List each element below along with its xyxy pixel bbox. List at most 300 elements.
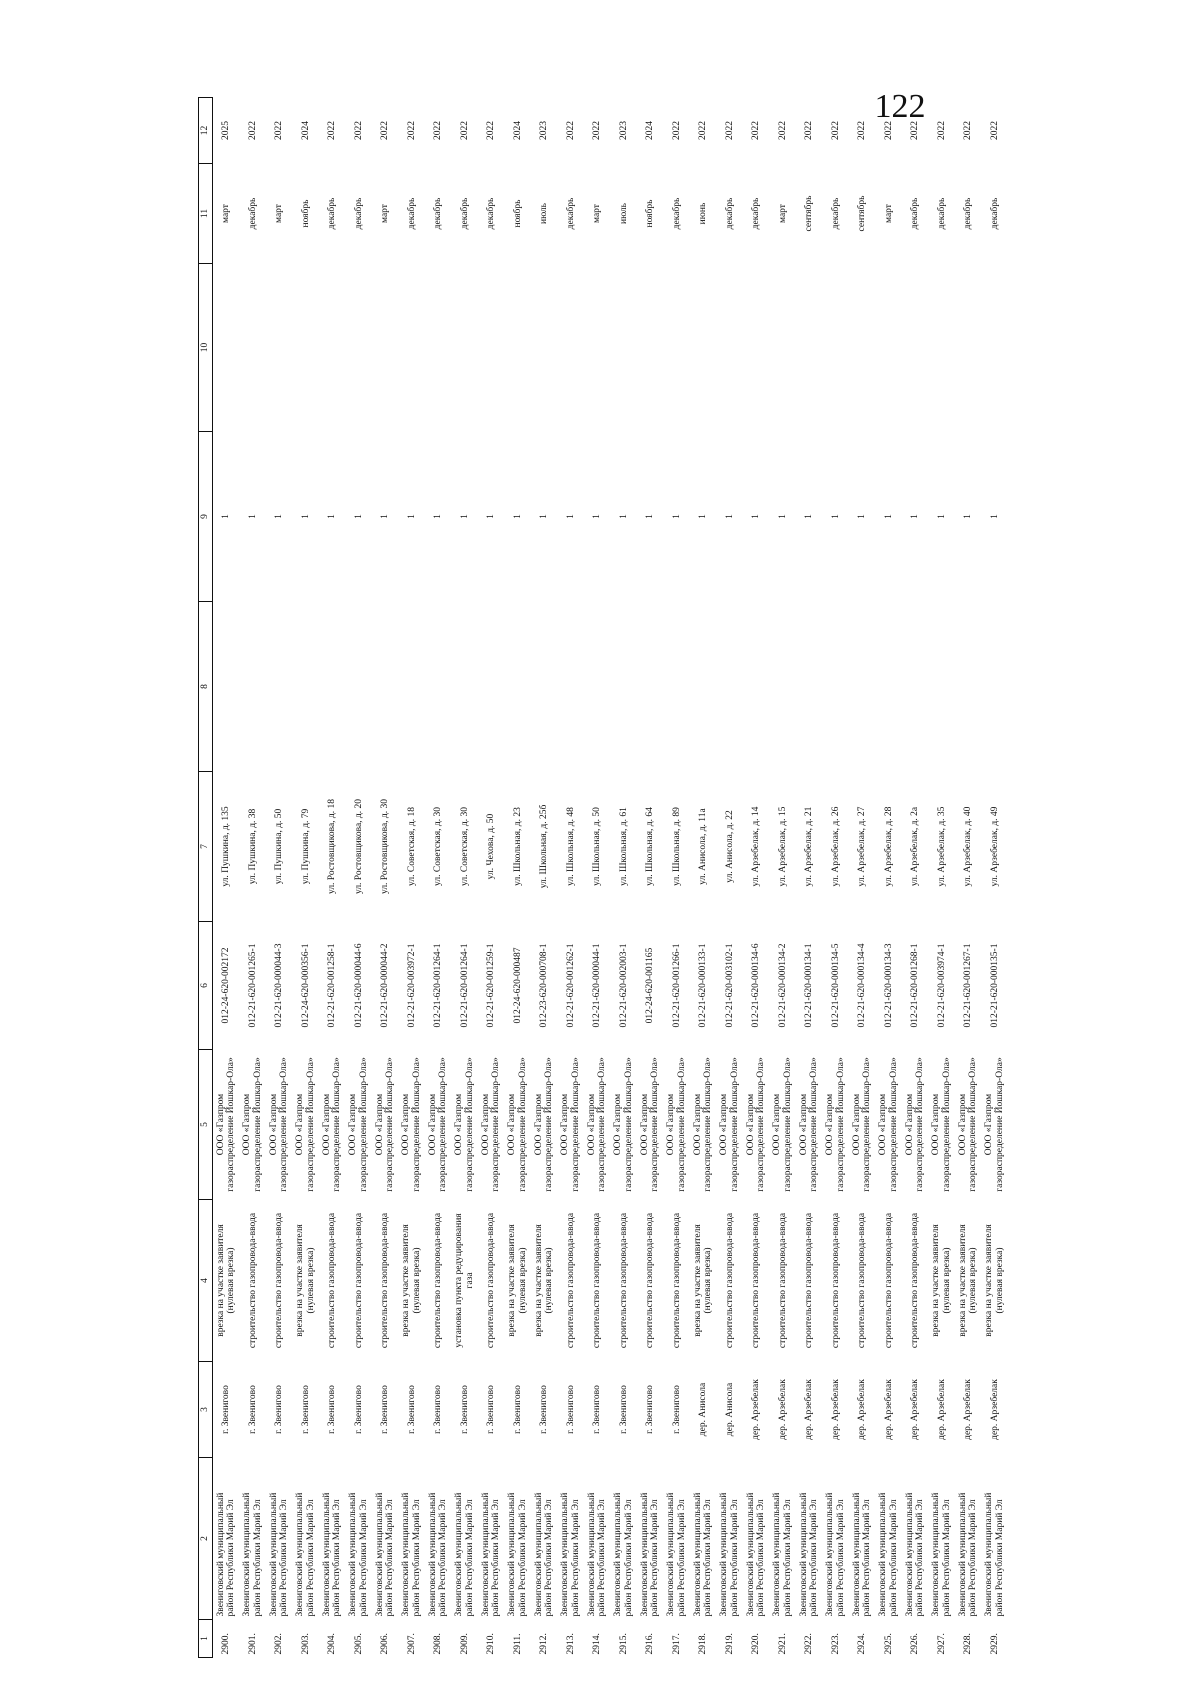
table-row (319, 98, 346, 1658)
locality-cell: г. Звенигово (486, 1385, 496, 1434)
table-row (770, 98, 797, 1658)
request-id-cell: 012-21-620-000134-2 (777, 943, 788, 1028)
column-8-cell (611, 602, 638, 772)
row-number: 2918. (698, 1633, 708, 1655)
request-id-cell: 012-21-620-001265-1 (247, 943, 258, 1028)
request-id-cell: 012-21-620-002003-1 (618, 943, 629, 1028)
table-row (213, 98, 240, 1658)
locality-cell: г. Звенигово (327, 1385, 337, 1434)
month-cell: ноябрь (645, 199, 655, 228)
table-row (584, 98, 611, 1658)
table-row (849, 98, 876, 1658)
address-cell: ул. Пушкина, д. 50 (274, 808, 284, 885)
locality-cell: г. Звенигово (539, 1385, 549, 1434)
row-number: 2925. (883, 1633, 894, 1655)
column-10-cell (266, 264, 293, 432)
year-cell: 2022 (565, 121, 576, 140)
district-cell: Звениговский муниципальный район Республики Марий Эл (560, 1492, 581, 1617)
row-number: 2911. (512, 1633, 523, 1655)
month-cell: декабрь (247, 197, 258, 230)
organization-cell: ООО «Газпром газораспределение Йошкар-Ола» (825, 1057, 846, 1192)
request-id-cell: 012-21-620-000134-5 (830, 943, 841, 1028)
work-type-cell: строительство газопровода-ввода (327, 1212, 337, 1349)
column-8-cell (558, 602, 585, 772)
column-header-3: 3 (199, 1362, 213, 1458)
column-10-cell (690, 264, 717, 432)
district-cell: Звениговский муниципальный район Республики Марий Эл (348, 1492, 369, 1617)
work-type-cell: строительство газопровода-ввода (857, 1212, 867, 1349)
request-id-cell: 012-21-620-003974-1 (936, 943, 947, 1028)
organization-cell: ООО «Газпром газораспределение Йошкар-Ола» (984, 1057, 1005, 1192)
address-cell: ул. Пушкина, д. 38 (247, 808, 258, 885)
table-row (293, 98, 320, 1658)
organization-cell: ООО «Газпром газораспределение Йошкар-Ола» (772, 1057, 793, 1192)
year-cell: 2022 (380, 121, 390, 140)
work-type-cell: строительство газопровода-ввода (910, 1212, 920, 1349)
address-cell: ул. Арзебелак, д. 26 (830, 806, 841, 887)
row-number: 2910. (486, 1633, 496, 1655)
year-cell: 2022 (433, 121, 443, 140)
row-number: 2922. (804, 1633, 814, 1655)
organization-cell: ООО «Газпром газораспределение Йошкар-Ола» (931, 1057, 952, 1192)
request-id-cell: 012-21-620-000044-3 (274, 943, 284, 1028)
column-header-1: 1 (199, 1620, 213, 1658)
quantity-cell: 1 (751, 514, 761, 519)
table-row (637, 98, 664, 1658)
work-type-cell: строительство газопровода-ввода (671, 1212, 682, 1349)
row-number: 2904. (327, 1633, 337, 1655)
year-cell: 2022 (274, 121, 284, 140)
district-cell: Звениговский муниципальный район Республики Марий Эл (878, 1492, 899, 1617)
organization-cell: ООО «Газпром газораспределение Йошкар-Ола» (454, 1057, 475, 1192)
address-cell: ул. Арзебелак, д. 28 (883, 806, 894, 887)
row-number: 2920. (751, 1633, 761, 1655)
organization-cell: ООО «Газпром газораспределение Йошкар-Ола» (268, 1057, 290, 1192)
table-row (611, 98, 638, 1658)
column-10-cell (531, 264, 558, 432)
organization-cell: ООО «Газпром газораспределение Йошкар-Ола» (560, 1057, 581, 1192)
district-cell: Звениговский муниципальный район Республики Марий Эл (692, 1492, 714, 1617)
table-row (531, 98, 558, 1658)
table-row (876, 98, 903, 1658)
work-type-cell: строительство газопровода-ввода (486, 1212, 496, 1349)
address-cell: ул. Советская, д. 18 (406, 807, 417, 886)
address-cell: ул. Арзебелак, д. 21 (804, 806, 814, 887)
locality-cell: дер. Арзебелак (777, 1379, 788, 1440)
organization-cell: ООО «Газпром газораспределение Йошкар-Ола» (878, 1057, 899, 1192)
quantity-cell: 1 (353, 514, 364, 519)
month-cell: июль (539, 202, 549, 225)
district-cell: Звениговский муниципальный район Республики Марий Эл (613, 1492, 634, 1617)
work-type-cell: строительство газопровода-ввода (830, 1212, 841, 1349)
column-8-cell (717, 602, 744, 772)
organization-cell: ООО «Газпром газораспределение Йошкар-Ола» (480, 1057, 502, 1192)
request-id-cell: 012-21-620-001266-1 (671, 943, 682, 1028)
row-number: 2912. (539, 1633, 549, 1655)
work-type-cell: строительство газопровода-ввода (353, 1212, 364, 1349)
column-header-5: 5 (199, 1050, 213, 1200)
row-number: 2902. (274, 1633, 284, 1655)
district-cell: Звениговский муниципальный район Республики Марий Эл (931, 1492, 952, 1617)
request-id-cell: 012-21-620-001259-1 (486, 943, 496, 1028)
district-cell: Звениговский муниципальный район Республики Марий Эл (480, 1492, 502, 1617)
column-10-cell (346, 264, 373, 432)
quantity-cell: 1 (671, 514, 682, 519)
column-10-cell (611, 264, 638, 432)
year-cell: 2022 (353, 121, 364, 140)
quantity-cell: 1 (698, 514, 708, 519)
column-10-cell (664, 264, 691, 432)
column-header-12: 12 (199, 98, 213, 164)
table-row (478, 98, 505, 1658)
row-number: 2900. (221, 1633, 231, 1655)
year-cell: 2022 (963, 121, 973, 140)
work-type-cell: строительство газопровода-ввода (724, 1212, 735, 1349)
column-10-cell (240, 264, 267, 432)
table-row (690, 98, 717, 1658)
address-cell: ул. Ростовщикова, д. 30 (380, 798, 390, 895)
quantity-cell: 1 (486, 514, 496, 519)
quantity-cell: 1 (327, 514, 337, 519)
work-type-cell: врезка на участке заявителя (нулевая врезка) (401, 1224, 422, 1337)
locality-cell: г. Звенигово (618, 1385, 629, 1434)
month-cell: декабрь (459, 197, 470, 230)
address-cell: ул. Школьная, д. 23 (512, 807, 523, 886)
organization-cell: ООО «Газпром газораспределение Йошкар-Ола» (215, 1057, 237, 1192)
work-type-cell: врезка на участке заявителя (нулевая врезка) (507, 1224, 528, 1337)
work-type-cell: врезка на участке заявителя (нулевая врезка) (215, 1224, 237, 1337)
column-10-cell (955, 264, 982, 432)
locality-cell: дер. Арзебелак (804, 1379, 814, 1440)
quantity-cell: 1 (406, 514, 417, 519)
request-id-cell: 012-21-620-001264-1 (433, 943, 443, 1028)
row-number: 2905. (353, 1633, 364, 1655)
year-cell: 2022 (857, 121, 867, 140)
address-cell: ул. Чехова, д. 50 (486, 813, 496, 880)
year-cell: 2025 (221, 121, 231, 140)
rotated-table-sheet (198, 98, 1005, 1658)
column-10-cell (637, 264, 664, 432)
request-id-cell: 012-21-620-000044-1 (592, 943, 602, 1028)
month-cell: март (380, 204, 390, 223)
request-id-cell: 012-21-620-001262-1 (565, 943, 576, 1028)
quantity-cell: 1 (936, 514, 947, 519)
work-type-cell: врезка на участке заявителя (нулевая врезка) (533, 1224, 555, 1337)
locality-cell: г. Звенигово (645, 1385, 655, 1434)
locality-cell: дер. Анисола (724, 1382, 735, 1437)
quantity-cell: 1 (433, 514, 443, 519)
month-cell: март (777, 204, 788, 223)
month-cell: сентябрь (804, 195, 814, 232)
column-header-11: 11 (199, 164, 213, 264)
address-cell: ул. Анисола, д. 11а (698, 808, 708, 885)
locality-cell: г. Звенигово (247, 1385, 258, 1434)
district-cell: Звениговский муниципальный район Республики Марий Эл (533, 1492, 555, 1617)
quantity-cell: 1 (300, 514, 311, 519)
locality-cell: г. Звенигово (459, 1385, 470, 1434)
table-row (372, 98, 399, 1658)
column-8-cell (690, 602, 717, 772)
column-header-9: 9 (199, 432, 213, 602)
organization-cell: ООО «Газпром газораспределение Йошкар-Ола» (586, 1057, 608, 1192)
gas-connection-table (198, 97, 1008, 1658)
locality-cell: дер. Арзебелак (830, 1379, 841, 1440)
column-8-cell (399, 602, 426, 772)
year-cell: 2022 (247, 121, 258, 140)
quantity-cell: 1 (618, 514, 629, 519)
request-id-cell: 012-21-620-001267-1 (963, 943, 973, 1028)
row-number: 2901. (247, 1633, 258, 1655)
table-row (982, 98, 1009, 1658)
work-type-cell: врезка на участке заявителя (нулевая врезка) (692, 1224, 714, 1337)
column-10-cell (584, 264, 611, 432)
month-cell: декабрь (936, 197, 947, 230)
column-8-cell (902, 602, 929, 772)
row-number: 2923. (830, 1633, 841, 1655)
month-cell: декабрь (910, 197, 920, 230)
column-8-cell (743, 602, 770, 772)
row-number: 2903. (300, 1633, 311, 1655)
year-cell: 2023 (539, 121, 549, 140)
quantity-cell: 1 (857, 514, 867, 519)
quantity-cell: 1 (910, 514, 920, 519)
request-id-cell: 012-24-620-002172 (221, 947, 231, 1024)
column-header-10: 10 (199, 264, 213, 432)
month-cell: декабрь (406, 197, 417, 230)
organization-cell: ООО «Газпром газораспределение Йошкар-Ола» (957, 1057, 979, 1192)
organization-cell: ООО «Газпром газораспределение Йошкар-Ола» (242, 1057, 263, 1192)
quantity-cell: 1 (592, 514, 602, 519)
column-8-cell (664, 602, 691, 772)
address-cell: ул. Арзебелак, д. 2а (910, 806, 920, 887)
month-cell: июнь (698, 202, 708, 225)
address-cell: ул. Школьная, д. 64 (645, 807, 655, 886)
organization-cell: ООО «Газпром газораспределение Йошкар-Ола» (719, 1057, 740, 1192)
year-cell: 2022 (804, 121, 814, 140)
column-10-cell (743, 264, 770, 432)
district-cell: Звениговский муниципальный район Республики Марий Эл (268, 1492, 290, 1617)
district-cell: Звениговский муниципальный район Республики Марий Эл (825, 1492, 846, 1617)
year-cell: 2022 (936, 121, 947, 140)
work-type-cell: строительство газопровода-ввода (565, 1212, 576, 1349)
row-number: 2916. (645, 1633, 655, 1655)
quantity-cell: 1 (380, 514, 390, 519)
table-row (955, 98, 982, 1658)
row-number: 2924. (857, 1633, 867, 1655)
request-id-cell: 012-21-620-000134-4 (857, 943, 867, 1028)
locality-cell: г. Звенигово (406, 1385, 417, 1434)
row-number: 2908. (433, 1633, 443, 1655)
address-cell: ул. Арзебелак, д. 15 (777, 806, 788, 887)
locality-cell: г. Звенигово (353, 1385, 364, 1434)
month-cell: сентябрь (857, 195, 867, 232)
district-cell: Звениговский муниципальный район Республики Марий Эл (321, 1492, 343, 1617)
column-10-cell (982, 264, 1009, 432)
quantity-cell: 1 (221, 514, 231, 519)
column-10-cell (452, 264, 479, 432)
month-cell: декабрь (353, 197, 364, 230)
column-8-cell (346, 602, 373, 772)
organization-cell: ООО «Газпром газораспределение Йошкар-Ола» (851, 1057, 873, 1192)
locality-cell: г. Звенигово (565, 1385, 576, 1434)
district-cell: Звениговский муниципальный район Республики Марий Эл (719, 1492, 740, 1617)
column-10-cell (293, 264, 320, 432)
column-10-cell (399, 264, 426, 432)
organization-cell: ООО «Газпром газораспределение Йошкар-Ола» (639, 1057, 661, 1192)
district-cell: Звениговский муниципальный район Республики Марий Эл (851, 1492, 873, 1617)
header-row (199, 98, 213, 1658)
month-cell: декабрь (486, 197, 496, 230)
month-cell: декабрь (671, 197, 682, 230)
locality-cell: г. Звенигово (300, 1385, 311, 1434)
month-cell: март (592, 204, 602, 223)
request-id-cell: 012-24-620-000356-1 (300, 943, 311, 1028)
quantity-cell: 1 (883, 514, 894, 519)
organization-cell: ООО «Газпром газораспределение Йошкар-Ола» (427, 1057, 449, 1192)
table-row (452, 98, 479, 1658)
year-cell: 2023 (618, 121, 629, 140)
organization-cell: ООО «Газпром газораспределение Йошкар-Ола» (666, 1057, 687, 1192)
work-type-cell: строительство газопровода-ввода (751, 1212, 761, 1349)
organization-cell: ООО «Газпром газораспределение Йошкар-Ола» (533, 1057, 555, 1192)
organization-cell: ООО «Газпром газораспределение Йошкар-Ола» (348, 1057, 369, 1192)
column-10-cell (796, 264, 823, 432)
column-8-cell (319, 602, 346, 772)
work-type-cell: строительство газопровода-ввода (618, 1212, 629, 1349)
organization-cell: ООО «Газпром газораспределение Йошкар-Ола» (401, 1057, 422, 1192)
address-cell: ул. Арзебелак, д. 14 (751, 806, 761, 887)
locality-cell: г. Звенигово (274, 1385, 284, 1434)
column-8-cell (372, 602, 399, 772)
month-cell: ноябрь (512, 199, 523, 228)
organization-cell: ООО «Газпром газораспределение Йошкар-Ола» (904, 1057, 926, 1192)
column-10-cell (876, 264, 903, 432)
address-cell: ул. Советская, д. 30 (459, 807, 470, 886)
work-type-cell: установка пункта редуцирования газа (454, 1213, 475, 1348)
work-type-cell: строительство газопровода-ввода (777, 1212, 788, 1349)
organization-cell: ООО «Газпром газораспределение Йошкар-Ола» (321, 1057, 343, 1192)
work-type-cell: врезка на участке заявителя (нулевая врезка) (984, 1224, 1005, 1337)
request-id-cell: 012-21-620-001258-1 (327, 943, 337, 1028)
district-cell: Звениговский муниципальный район Республики Марий Эл (454, 1492, 475, 1617)
column-8-cell (505, 602, 532, 772)
month-cell: ноябрь (300, 199, 311, 228)
month-cell: март (883, 204, 894, 223)
column-10-cell (478, 264, 505, 432)
year-cell: 2022 (406, 121, 417, 140)
month-cell: декабрь (433, 197, 443, 230)
quantity-cell: 1 (459, 514, 470, 519)
column-8-cell (796, 602, 823, 772)
year-cell: 2022 (989, 121, 1000, 140)
row-number: 2909. (459, 1633, 470, 1655)
month-cell: декабрь (565, 197, 576, 230)
column-10-cell (717, 264, 744, 432)
column-8-cell (876, 602, 903, 772)
district-cell: Звениговский муниципальный район Республики Марий Эл (374, 1492, 396, 1617)
month-cell: декабрь (989, 197, 1000, 230)
address-cell: ул. Ростовщикова, д. 20 (353, 798, 364, 895)
request-id-cell: 012-24-620-000487 (512, 947, 523, 1024)
organization-cell: ООО «Газпром газораспределение Йошкар-Ола» (295, 1057, 316, 1192)
quantity-cell: 1 (247, 514, 258, 519)
district-cell: Звениговский муниципальный район Республики Марий Эл (401, 1492, 422, 1617)
request-id-cell: 012-21-620-000134-1 (804, 943, 814, 1028)
locality-cell: г. Звенигово (221, 1385, 231, 1434)
work-type-cell: строительство газопровода-ввода (592, 1212, 602, 1349)
work-type-cell: строительство газопровода-ввода (247, 1212, 258, 1349)
quantity-cell: 1 (539, 514, 549, 519)
row-number: 2926. (910, 1633, 920, 1655)
column-10-cell (319, 264, 346, 432)
column-10-cell (425, 264, 452, 432)
locality-cell: г. Звенигово (512, 1385, 523, 1434)
work-type-cell: строительство газопровода-ввода (380, 1212, 390, 1349)
work-type-cell: врезка на участке заявителя (нулевая врезка) (931, 1224, 952, 1337)
district-cell: Звениговский муниципальный район Республики Марий Эл (639, 1492, 661, 1617)
request-id-cell: 012-21-620-000044-2 (380, 943, 390, 1028)
district-cell: Звениговский муниципальный район Республики Марий Эл (984, 1492, 1005, 1617)
row-number: 2917. (671, 1633, 682, 1655)
address-cell: ул. Анисола, д. 22 (724, 810, 735, 883)
address-cell: ул. Арзебелак, д. 40 (963, 806, 973, 887)
column-8-cell (266, 602, 293, 772)
work-type-cell: строительство газопровода-ввода (274, 1212, 284, 1349)
organization-cell: ООО «Газпром газораспределение Йошкар-Ола» (798, 1057, 820, 1192)
column-8-cell (531, 602, 558, 772)
district-cell: Звениговский муниципальный район Республики Марий Эл (745, 1492, 767, 1617)
table-row (266, 98, 293, 1658)
work-type-cell: строительство газопровода-ввода (433, 1212, 443, 1349)
table-row (796, 98, 823, 1658)
organization-cell: ООО «Газпром газораспределение Йошкар-Ола» (692, 1057, 714, 1192)
month-cell: март (274, 204, 284, 223)
request-id-cell: 012-21-620-003972-1 (406, 943, 417, 1028)
request-id-cell: 012-24-620-001165 (645, 947, 655, 1024)
year-cell: 2022 (698, 121, 708, 140)
column-8-cell (584, 602, 611, 772)
column-10-cell (929, 264, 956, 432)
row-number: 2921. (777, 1633, 788, 1655)
row-number: 2927. (936, 1633, 947, 1655)
address-cell: ул. Школьная, д. 48 (565, 807, 576, 886)
address-cell: ул. Арзебелак, д. 35 (936, 806, 947, 887)
column-8-cell (849, 602, 876, 772)
column-header-4: 4 (199, 1200, 213, 1362)
table-row (929, 98, 956, 1658)
year-cell: 2022 (459, 121, 470, 140)
row-number: 2928. (963, 1633, 973, 1655)
work-type-cell: врезка на участке заявителя (нулевая врезка) (957, 1224, 979, 1337)
address-cell: ул. Пушкина, д. 135 (221, 806, 231, 887)
locality-cell: г. Звенигово (671, 1385, 682, 1434)
table-row (823, 98, 850, 1658)
year-cell: 2024 (300, 121, 311, 140)
work-type-cell: строительство газопровода-ввода (645, 1212, 655, 1349)
year-cell: 2022 (327, 121, 337, 140)
address-cell: ул. Школьная, д. 25б (539, 804, 549, 889)
locality-cell: дер. Арзебелак (883, 1379, 894, 1440)
column-8-cell (293, 602, 320, 772)
month-cell: декабрь (830, 197, 841, 230)
district-cell: Звениговский муниципальный район Республики Марий Эл (904, 1492, 926, 1617)
table-row (664, 98, 691, 1658)
column-8-cell (982, 602, 1009, 772)
request-id-cell: 012-21-620-000134-6 (751, 943, 761, 1028)
year-cell: 2022 (724, 121, 735, 140)
work-type-cell: строительство газопровода-ввода (804, 1212, 814, 1349)
request-id-cell: 012-21-620-001264-1 (459, 943, 470, 1028)
